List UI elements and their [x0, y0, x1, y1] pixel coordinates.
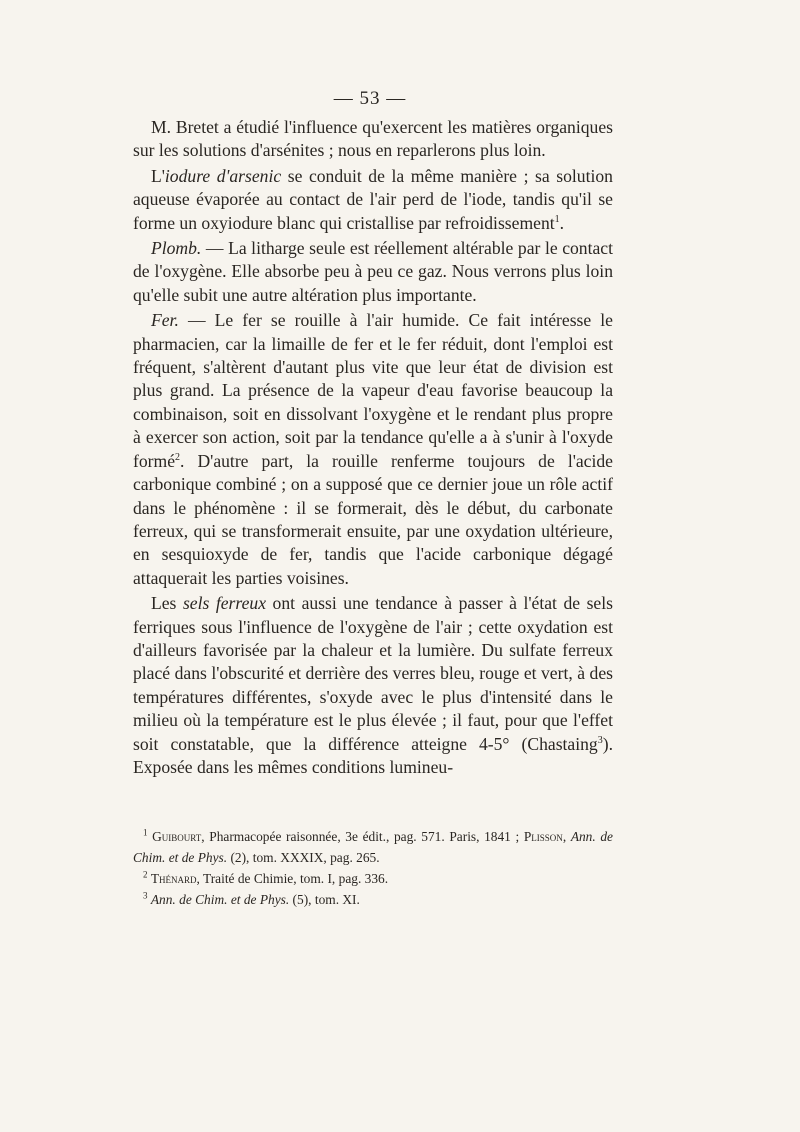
- footnote-1-text-2: ,: [562, 829, 567, 844]
- paragraph-iodure-text: se conduit de la même manière ; sa solution aqueuse évaporée au contact de l'air perd de l'iode, tandis qu'il se forme un oxyiodure blanc qui cristallise par refroidissement: [133, 165, 613, 233]
- footnote-3-text: (5), tom. XI.: [289, 892, 360, 907]
- paragraph-sels-ferreux: [133, 592, 613, 779]
- paragraph-fer-text-1: — Le fer se rouille à l'air humide. Ce fait intéresse le pharmacien, car la limaille de fer et le fer réduit, dont l'emploi est fréquent, s'altèrent d'autant plus vite que leur état de division est plus grand. La présence de la vapeur d'eau favorise beaucoup la combinaison, soit en dissolvant l'oxygène et le rendant plus propre à exercer son action, soit par la tendance qu'elle a à s'unir à l'oxyde formé: [133, 310, 613, 471]
- paragraph-plomb-text: — La litharge seule est réellement altérable par le contact de l'oxygène. Elle absorbe peu à peu ce gaz. Nous verrons plus loin qu'elle subit une autre altération plus importante.: [133, 238, 613, 305]
- body-text: [133, 116, 613, 779]
- page-number: — 53 —: [333, 88, 407, 109]
- footnote-2-text: , Traité de Chimie, tom. I, pag. 336.: [196, 871, 389, 886]
- paragraph-fer-text-2: . D'autre part, la rouille renferme toujours de l'acide carbonique combiné ; on a supposé que ce dernier joue un rôle actif dans le phénomène : il se formerait, dès le début, du carbonate ferreux, qui se transformerait ensuite, par une oxydation ultérieure, en sesquioxyde de fer, tandis que l'acide carbonique dégagé attaquerait les parties voisines.: [133, 450, 613, 588]
- footnote-2-author: Thénard: [150, 871, 197, 886]
- footnote-3-source: Ann. de Chim. et de Phys.: [150, 892, 290, 907]
- paragraph-iodure-pre: L': [151, 165, 165, 186]
- footnote-ref-2: 2: [175, 451, 181, 463]
- footnote-1-number: 1: [143, 827, 148, 838]
- footnotes: [133, 826, 613, 910]
- footnote-1: [133, 826, 613, 868]
- paragraph-sels-text-1: ont aussi une tendance à passer à l'état de sels ferriques sous l'influence de l'oxygène de l'air ; cette oxydation est d'ailleurs favorisée par la chaleur et la lumière. Du sulfate ferreux placé dans l'obscurité et derrière des verres bleu, rouge et vert, à des températures différentes, s'oxyde avec le plus d'intensité dans le milieu où la température est le plus élevée ; il faut, pour que l'effet soit constatable, que la différence atteigne 4-5° (Chastaing: [133, 593, 613, 754]
- term-plomb: Plomb.: [151, 238, 202, 259]
- paragraph-fer: [133, 309, 613, 590]
- term-sels-ferreux: sels ferreux: [182, 593, 267, 614]
- footnote-1-author: Guibourt: [152, 829, 202, 844]
- paragraph-iodure-end: .: [559, 212, 565, 233]
- footnote-1-source: Ann. de Chim. et de Phys.: [133, 829, 613, 865]
- paragraph-sels-pre: Les: [151, 593, 183, 614]
- footnote-2-number: 2: [143, 869, 148, 880]
- paragraph-plomb: [133, 237, 613, 307]
- term-fer: Fer.: [151, 310, 179, 331]
- footnote-2: [133, 868, 613, 889]
- footnote-ref-1: 1: [554, 213, 560, 225]
- footnote-3: [133, 889, 613, 910]
- footnote-1-tail: (2), tom. XXXIX, pag. 265.: [227, 850, 380, 865]
- term-iodure-arsenic: iodure d'arsenic: [164, 165, 282, 186]
- footnote-ref-3: 3: [597, 734, 603, 746]
- footnote-1-author-2: Plisson: [523, 829, 563, 844]
- footnote-1-text: , Pharmacopée raisonnée, 3e édit., pag. 571. Paris, 1841 ;: [201, 829, 524, 844]
- paragraph-sels-text-2: ). Exposée dans les mêmes conditions lumineu-: [133, 733, 613, 777]
- paragraph-iodure: [133, 165, 613, 235]
- footnote-3-number: 3: [143, 890, 148, 901]
- paragraph-bretet: M. Bretet a étudié l'influence qu'exercent les matières organiques sur les solutions d'arsénites ; nous en reparlerons plus loin.: [133, 117, 613, 161]
